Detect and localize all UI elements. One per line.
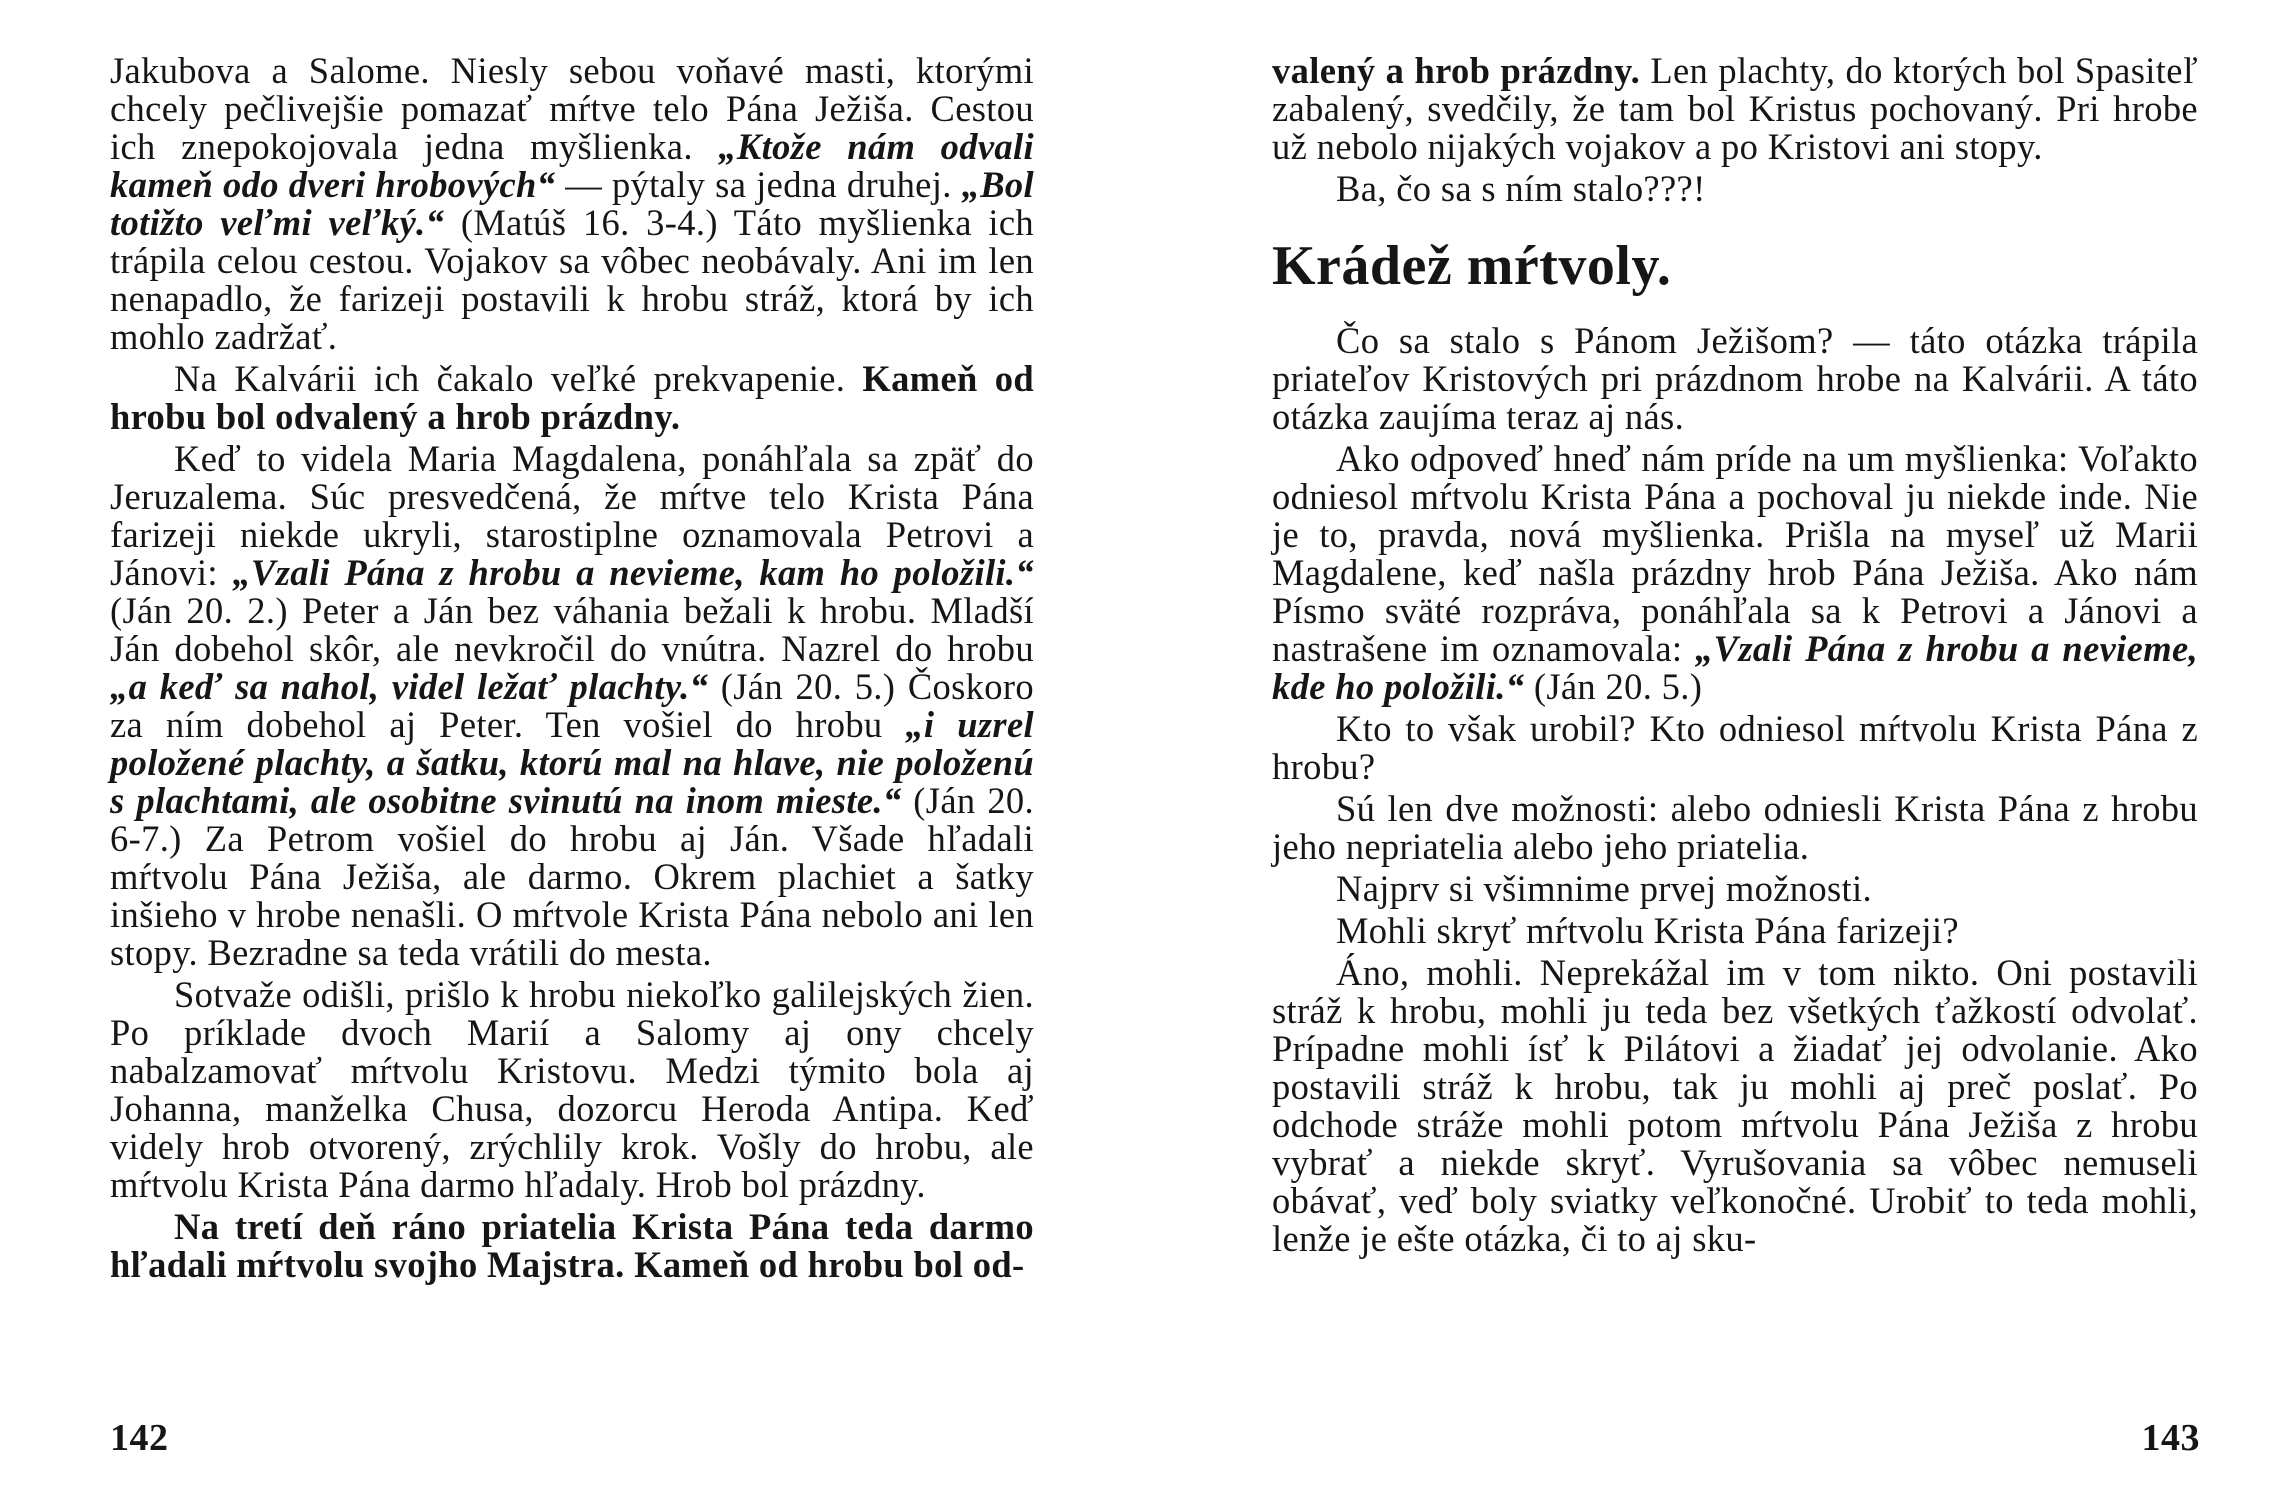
paragraph	[110, 360, 1034, 436]
section-heading: Krádež mŕtvoly.	[1272, 235, 1672, 297]
paragraph	[110, 52, 1034, 356]
text-run: Mohli skryť mŕtvolu Krista Pána farizeji?	[1336, 910, 1959, 951]
right-page-number: 143	[2141, 1417, 2200, 1459]
text-run: (Ján 20. 5.)	[1524, 666, 1703, 707]
emphasized-text: Kameň od hrobu bol odvalený a hrob prázdny.	[110, 358, 1034, 437]
text-run: Jakubova a Salome. Niesly sebou voňavé masti, ktorými chcely pečlivejšie pomazať mŕtve telo Pána Ježiša. Cestou ich znepokojovala jedna myšlienka.	[110, 50, 1034, 167]
paragraph	[1272, 710, 2198, 786]
text-run: Kto to však urobil? Kto odniesol mŕtvolu Krista Pána z hrobu?	[1272, 708, 2198, 787]
text-run: Len plachty, do ktorých bol Spasiteľ zabalený, svedčily, že tam bol Kristus pochovaný. Pri hrobe už nebolo nijakých vojakov a po Kristovi ani stopy.	[1272, 50, 2198, 167]
scripture-quote: „i uzrel položené plachty, a šatku, ktorú mal na hlave, nie položenú s plachtami, ale osobitne svinutú na inom mieste.“	[110, 704, 1034, 821]
left-page-number: 142	[110, 1417, 169, 1459]
text-run: — pýtaly sa jedna druhej.	[555, 164, 962, 205]
text-run: Ako odpoveď hneď nám príde na um myšlienka: Voľakto odniesol mŕtvolu Krista Pána a pochoval ju niekde inde. Nie je to, pravda, nová myšlienka. Prišla na myseľ už Marii Magdalene, keď našla prázdny hrob Pána Ježiša. Ako nám Písmo sväté rozpráva, ponáhľala sa k Petrovi a Jánovi a nastrašene im oznamovala:	[1272, 438, 2198, 669]
right-page-section-text	[1272, 322, 2198, 1258]
text-run: (Ján 20. 2.) Peter a Ján bez váhania bežali k hrobu. Mladší Ján dobehol skôr, ale nevkročil do vnútra. Nazrel do hrobu	[110, 590, 1034, 669]
left-page-text-column	[110, 52, 1034, 1284]
text-run: Čo sa stalo s Pánom Ježišom? — táto otázka trápila priateľov Kristových pri prázdnom hrobe na Kalvárii. A táto otázka zaujíma teraz aj nás.	[1272, 320, 2198, 437]
text-run: Ba, čo sa s ním stalo???!	[1336, 168, 1706, 209]
paragraph	[110, 976, 1034, 1204]
paragraph	[1272, 870, 2198, 908]
text-run: (Matúš 16. 3-4.) Táto myšlienka ich trápila celou cestou. Vojakov sa vôbec neobávaly. Ani im len nenapadlo, že farizeji postavili k hrobu stráž, ktorá by ich mohlo zadržať.	[110, 202, 1035, 357]
scripture-quote: „a keď sa nahol, videl ležať plachty.“	[110, 666, 709, 707]
emphasized-text: Na tretí deň ráno priatelia Krista Pána teda darmo hľadali mŕtvolu svojho Majstra. Kameň od hrobu bol od-	[110, 1206, 1034, 1285]
right-page-text-column	[1272, 52, 2198, 1258]
paragraph	[110, 440, 1034, 972]
right-page	[1146, 0, 2292, 1500]
paragraph	[1272, 790, 2198, 866]
text-run: (Ján 20. 6-7.) Za Petrom vošiel do hrobu aj Ján. Všade hľadali mŕtvolu Pána Ježiša, ale darmo. Okrem plachiet a šatky inšieho v hrobe nenašli. O mŕtvole Krista Pána nebolo ani len stopy. Bezradne sa teda vrátili do mesta.	[110, 780, 1034, 973]
text-run: Sú len dve možnosti: alebo odniesli Krista Pána z hrobu jeho nepriatelia alebo jeho priatelia.	[1272, 788, 2198, 867]
scripture-quote: „Bol totižto veľmi veľký.“	[110, 164, 1034, 243]
text-run: Áno, mohli. Neprekážal im v tom nikto. Oni postavili stráž k hrobu, mohli ju teda bez všetkých ťažkostí odvolať. Prípadne mohli ísť k Pilátovi a žiadať jej odvolanie. Ako postavili stráž k hrobu, tak ju mohli aj preč poslať. Po odchode stráže mohli potom mŕtvolu Pána Ježiša z hrobu vybrať a niekde skryť. Vyrušovania sa vôbec nemuseli obávať, veď boly sviatky veľkonočné. Urobiť to teda mohli, lenže je ešte otázka, či to aj sku-	[1272, 952, 2198, 1259]
right-page-opening-text	[1272, 52, 2198, 208]
text-run: Najprv si všimnime prvej možnosti.	[1336, 868, 1873, 909]
text-run: Keď to videla Maria Magdalena, ponáhľala sa zpäť do Jeruzalema. Súc presvedčená, že mŕtve telo Krista Pána farizeji niekde ukryli, starostiplne oznamovala Petrovi a Jánovi:	[110, 438, 1034, 593]
scripture-quote: „Vzali Pána z hrobu a nevieme, kam ho položili.“	[232, 552, 1034, 593]
paragraph	[1272, 912, 2198, 950]
paragraph	[1272, 170, 2198, 208]
paragraph	[110, 1208, 1034, 1284]
text-run: Na Kalvárii ich čakalo veľké prekvapenie.	[174, 358, 863, 399]
paragraph	[1272, 440, 2198, 706]
paragraph	[1272, 52, 2198, 166]
emphasized-text: valený a hrob prázdny.	[1272, 50, 1641, 91]
scripture-quote: „Vzali Pána z hrobu a nevieme, kde ho položili.“	[1272, 628, 2198, 707]
scripture-quote: „Ktože nám odvali kameň odo dveri hrobových“	[110, 126, 1034, 205]
paragraph	[1272, 954, 2198, 1258]
text-run: Sotvaže odišli, prišlo k hrobu niekoľko galilejských žien. Po príklade dvoch Marií a Salomy aj ony chcely nabalzamovať mŕtvolu Kristovu. Medzi týmito bola aj Johanna, manželka Chusa, dozorcu Heroda Antipa. Keď videly hrob otvorený, zrýchlily krok. Vošly do hrobu, ale mŕtvolu Krista Pána darmo hľadaly. Hrob bol prázdny.	[110, 974, 1034, 1205]
text-run: (Ján 20. 5.) Čoskoro za ním dobehol aj Peter. Ten vošiel do hrobu	[110, 666, 1034, 745]
paragraph	[1272, 322, 2198, 436]
